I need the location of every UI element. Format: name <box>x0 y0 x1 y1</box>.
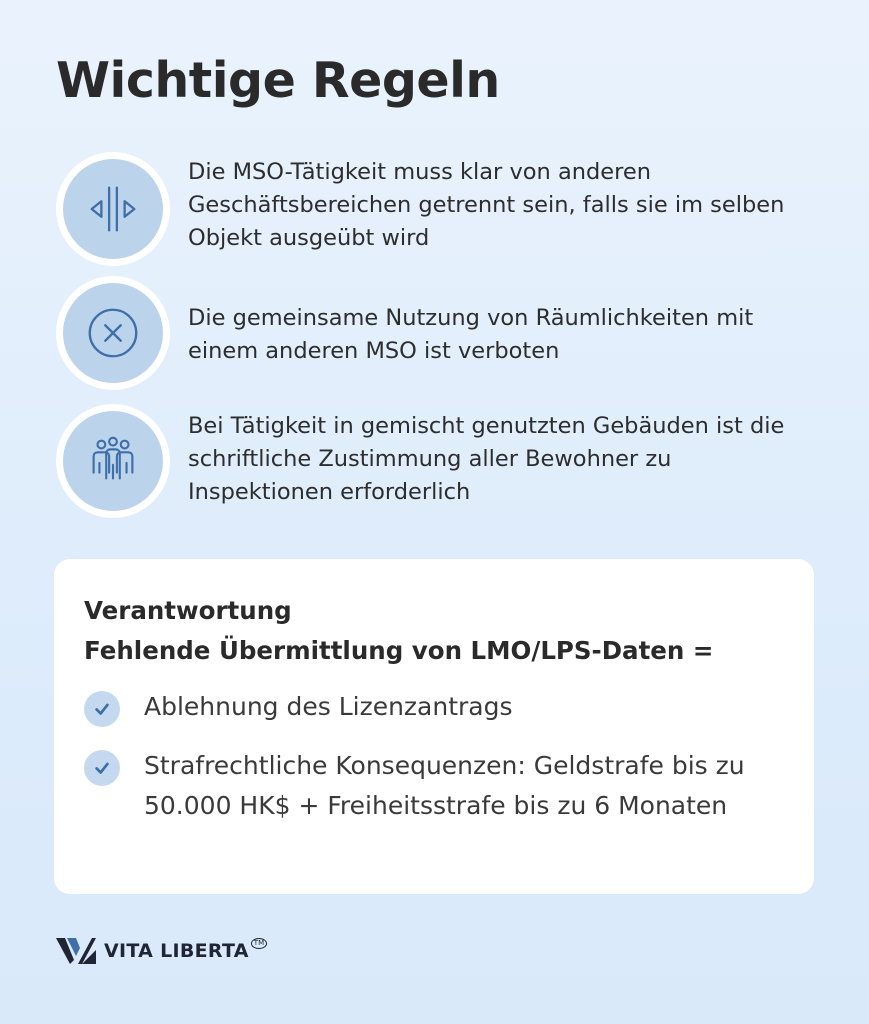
rule-text: Die gemeinsame Nutzung von Räumlichkeiten mit einem anderen MSO ist verboten <box>188 305 754 364</box>
card-heading-line1: Verantwortung <box>84 596 292 625</box>
card-heading <box>84 591 713 671</box>
rule-text: Die MSO-Tätigkeit muss klar von anderen Geschäftsbereichen getrennt sein, falls sie im selben Objekt ausgeübt wird <box>188 159 785 251</box>
page-title: Wichtige Regeln <box>56 52 500 109</box>
rule-icon-frame <box>56 276 170 390</box>
consequence-text: Strafrechtliche Konsequenzen: Geldstrafe bis zu 50.000 HK$ + Freiheitsstrafe bis zu 6 Monaten <box>144 751 745 820</box>
vita-liberta-logo-icon <box>56 936 96 966</box>
checkmark-icon <box>84 691 120 727</box>
card-heading-line2: Fehlende Übermittlung von LMO/LPS-Daten = <box>84 636 714 665</box>
rule-icon-frame <box>56 152 170 266</box>
responsibility-card <box>54 559 814 894</box>
consequence-text: Ablehnung des Lizenzantrags <box>144 692 513 721</box>
trademark-mark: TM <box>251 938 267 949</box>
checkmark-icon <box>84 750 120 786</box>
rule-text: Bei Tätigkeit in gemischt genutzten Gebäuden ist die schriftliche Zustimmung aller Bewohner zu Inspektionen erforderlich <box>188 413 785 505</box>
circle-x-icon <box>63 283 163 383</box>
brand-name: VITA LIBERTA <box>104 940 249 962</box>
group-people-icon <box>63 411 163 511</box>
separator-arrows-icon <box>63 159 163 259</box>
rule-icon-frame <box>56 404 170 518</box>
brand-logo <box>56 936 267 966</box>
